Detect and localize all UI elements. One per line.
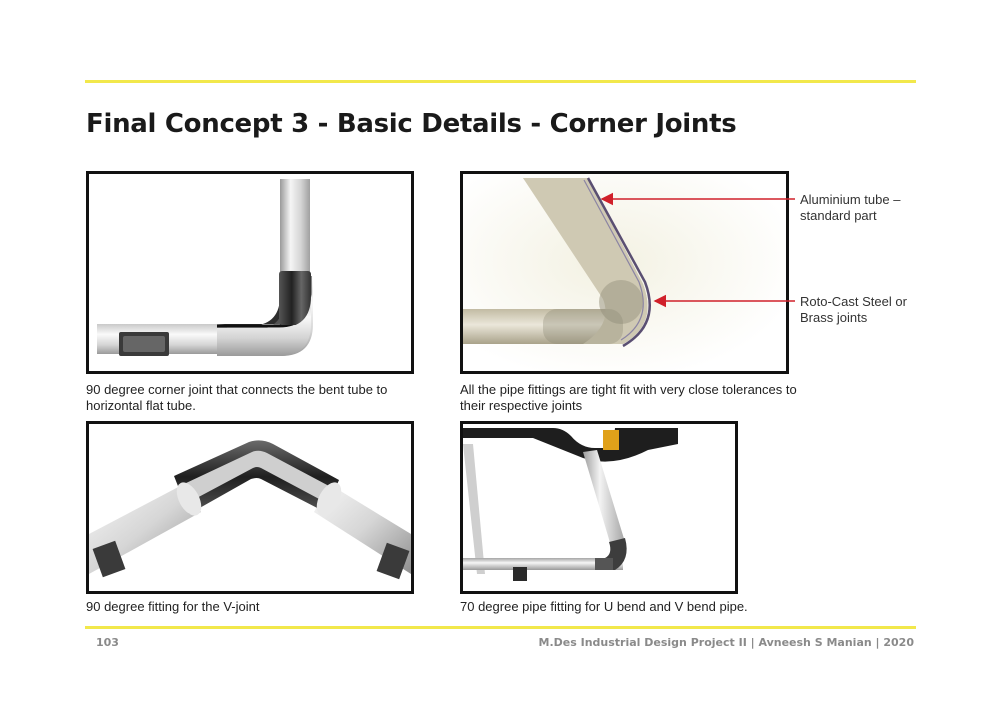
footer-credit: M.Des Industrial Design Project II | Avneesh S Manian | 2020 bbox=[538, 636, 914, 649]
corner-joint-image bbox=[89, 174, 411, 371]
caption-70-degree-fitting: 70 degree pipe fitting for U bend and V bend pipe. bbox=[460, 599, 748, 614]
caption-corner-joint: 90 degree corner joint that connects the bent tube to horizontal flat tube. bbox=[86, 382, 388, 413]
figure-v-joint bbox=[86, 421, 414, 594]
figure-corner-joint bbox=[86, 171, 414, 374]
caption-v-joint: 90 degree fitting for the V-joint bbox=[86, 599, 260, 614]
page-number: 103 bbox=[96, 636, 119, 649]
figure-section-view bbox=[460, 171, 789, 374]
v-joint-image bbox=[89, 424, 411, 591]
70-degree-fitting-image bbox=[463, 424, 735, 591]
section-view-image bbox=[463, 174, 786, 371]
page-title: Final Concept 3 - Basic Details - Corner Joints bbox=[86, 109, 737, 139]
callout-roto-cast-joint: Roto-Cast Steel or Brass joints bbox=[800, 294, 907, 325]
top-rule bbox=[85, 80, 916, 83]
caption-section-view: All the pipe fittings are tight fit with very close tolerances to their respective joints bbox=[460, 382, 797, 413]
bottom-rule bbox=[85, 626, 916, 629]
figure-70-degree-fitting bbox=[460, 421, 738, 594]
callout-aluminium-tube: Aluminium tube – standard part bbox=[800, 192, 901, 223]
